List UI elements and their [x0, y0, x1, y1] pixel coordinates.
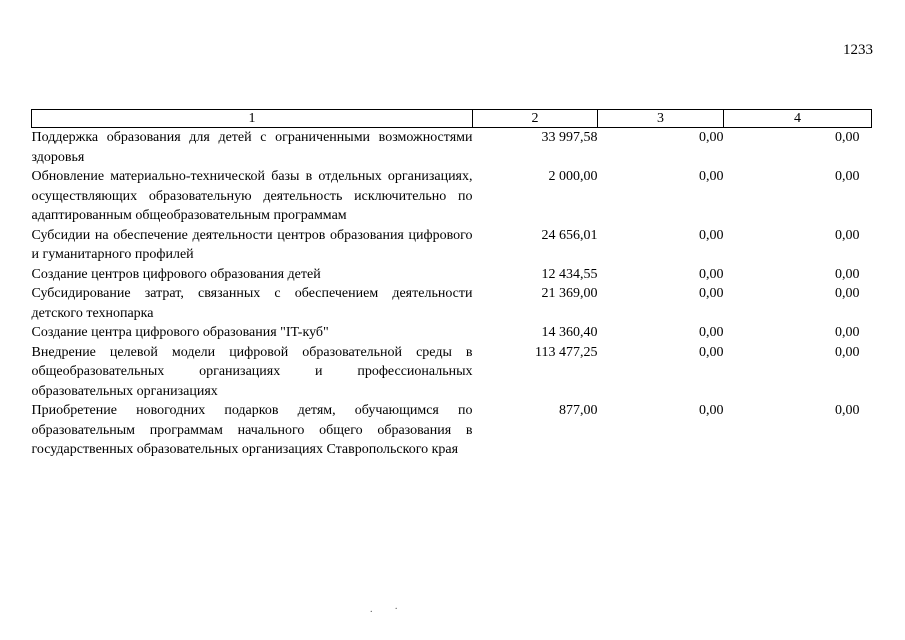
row-value-col-2: 12 434,55 [541, 266, 598, 282]
row-value-col-4: 0,00 [835, 325, 860, 340]
page-number: 1233 [843, 42, 873, 58]
table-row [32, 401, 872, 460]
row-value-col-3: 0,00 [699, 266, 724, 282]
row-value-col-3: 0,00 [699, 227, 724, 243]
table-row [32, 265, 872, 285]
row-description: Субсидии на обеспечение деятельности центров образования цифрового и гуманитарного профилей [31, 227, 473, 262]
row-value-col-4: 0,00 [835, 266, 860, 282]
table-row [32, 128, 872, 168]
row-value-col-2: 24 656,01 [541, 227, 598, 243]
scan-specks: .· [370, 604, 420, 615]
header-col-4: 4 [724, 110, 872, 128]
row-value-col-2: 2 000,00 [548, 169, 598, 184]
row-description: Субсидирование затрат, связанных с обеспечением деятельности детского технопарка [31, 286, 473, 321]
table-row [32, 343, 872, 402]
row-value-col-3: 0,00 [699, 403, 724, 418]
row-value-col-4: 0,00 [835, 344, 860, 360]
row-value-col-3: 0,00 [699, 130, 724, 145]
budget-table [31, 109, 872, 460]
row-description: Приобретение новогодних подарков детям, обучающимся по образовательным программам начального общего образования в государственных образовательных организациях Ставропольского края [31, 403, 473, 457]
row-value-col-2: 113 477,25 [535, 344, 598, 360]
row-description: Создание центра цифрового образования "IT-куб" [31, 325, 329, 340]
row-value-col-4: 0,00 [835, 169, 860, 184]
row-description: Обновление материально-технической базы в отдельных организациях, осуществляющих образовательную деятельность исключительно по адаптированным общеобразовательным программам [31, 169, 473, 223]
row-value-col-4: 0,00 [835, 130, 860, 145]
table-row [32, 323, 872, 343]
row-description: Создание центров цифрового образования детей [31, 266, 321, 282]
header-row [32, 110, 872, 128]
row-value-col-3: 0,00 [699, 169, 724, 184]
row-value-col-2: 877,00 [559, 403, 598, 418]
header-col-3: 3 [598, 110, 724, 128]
row-description: Поддержка образования для детей с ограниченными возможностями здоровья [31, 130, 473, 165]
header-col-2: 2 [473, 110, 598, 128]
row-value-col-2: 14 360,40 [541, 325, 598, 340]
row-value-col-3: 0,00 [699, 344, 724, 360]
header-col-1: 1 [32, 110, 473, 128]
row-value-col-4: 0,00 [835, 403, 860, 418]
row-value-col-2: 33 997,58 [541, 130, 598, 145]
row-value-col-4: 0,00 [835, 227, 860, 243]
table-row [32, 167, 872, 226]
row-value-col-3: 0,00 [699, 286, 724, 301]
row-value-col-3: 0,00 [699, 325, 724, 340]
row-description: Внедрение целевой модели цифровой образовательной среды в общеобразовательных организациях и профессиональных образовательных организациях [31, 344, 473, 399]
row-value-col-2: 21 369,00 [541, 286, 598, 301]
table-row [32, 226, 872, 265]
row-value-col-4: 0,00 [835, 286, 860, 301]
table-row [32, 284, 872, 323]
